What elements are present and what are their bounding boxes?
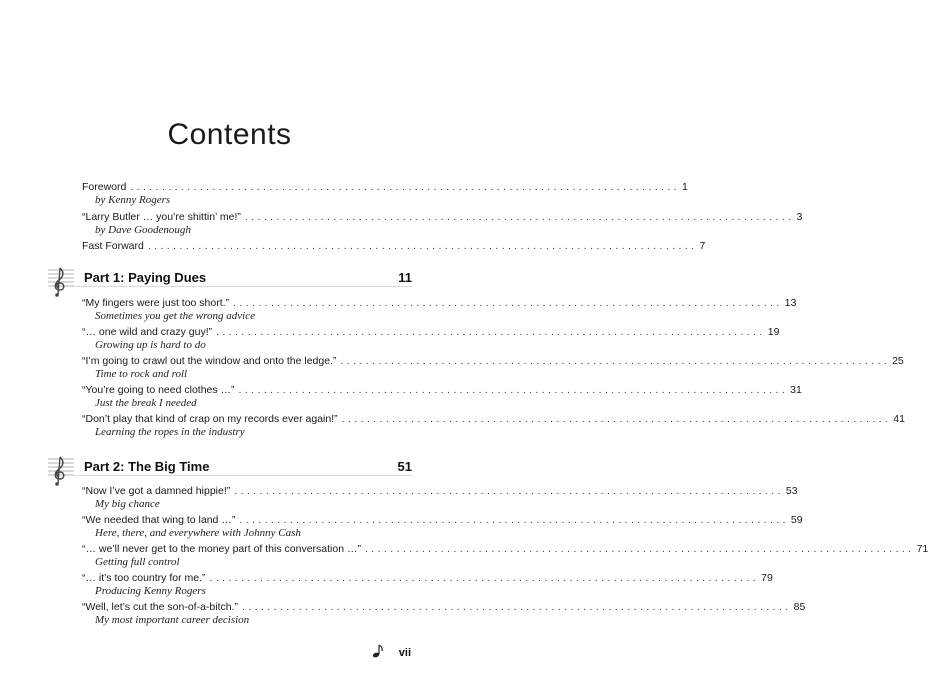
entry-page: 71 (916, 543, 928, 555)
entry-subtitle: Producing Kenny Rogers (95, 585, 206, 597)
toc-entry-chapter[interactable] (82, 413, 905, 439)
dot-leader: ....................................................................................... (244, 211, 795, 223)
page-number: vii (398, 647, 411, 659)
entry-subtitle: Just the break I needed (95, 397, 197, 409)
entry-page: 13 (784, 297, 797, 309)
entry-title: “… it’s too country for me.” (82, 572, 206, 584)
toc-entry-chapter[interactable] (82, 297, 797, 323)
treble-clef-icon (48, 455, 72, 487)
entry-page: 59 (790, 514, 803, 526)
toc-entry-larry-butler[interactable] (82, 211, 803, 237)
dot-leader: ....................................................................................... (233, 297, 783, 309)
entry-page: 1 (681, 181, 688, 193)
entry-title: Foreword (82, 181, 127, 193)
page-title: Contents (167, 118, 292, 151)
part-title: Part 2: The Big Time (84, 459, 210, 474)
entry-subtitle: Getting full control (95, 556, 180, 568)
part-header-2[interactable] (48, 455, 412, 483)
part-page: 11 (398, 270, 412, 285)
entry-subtitle: by Kenny Rogers (95, 194, 171, 206)
toc-entry-chapter[interactable] (82, 572, 773, 598)
dot-leader: ....................................................................................... (364, 543, 915, 555)
entry-subtitle: Sometimes you get the wrong advice (95, 310, 255, 322)
entry-subtitle: by Dave Goodenough (95, 224, 191, 236)
toc-entry-chapter[interactable] (82, 326, 780, 352)
toc-entry-chapter[interactable] (82, 355, 904, 381)
entry-subtitle: Learning the ropes in the industry (95, 426, 245, 438)
entry-page: 85 (793, 601, 806, 613)
toc-entry-chapter[interactable] (82, 384, 802, 410)
dot-leader: ....................................................................................... (234, 485, 784, 497)
dot-leader: ....................................................................................... (209, 572, 760, 584)
entry-title: “Well, let’s cut the son-of-a-bitch.” (82, 601, 239, 613)
entry-subtitle: My most important career decision (95, 614, 250, 626)
entry-title: “Larry Butler … you’re shittin’ me!” (82, 211, 241, 223)
part-title: Part 1: Paying Dues (84, 270, 207, 285)
entry-title: “My fingers were just too short.” (82, 297, 230, 309)
entry-page: 31 (790, 384, 802, 396)
dot-leader: ....................................................................................... (147, 240, 698, 252)
toc-entry-fast-forward[interactable] (82, 240, 706, 253)
entry-title: Fast Forward (82, 240, 144, 252)
entry-subtitle: Growing up is hard to do (95, 339, 206, 351)
dot-leader: ....................................................................................... (216, 326, 766, 338)
entry-page: 41 (893, 413, 905, 425)
entry-title: “Don’t play that kind of crap on my records ever again!” (82, 413, 338, 425)
entry-subtitle: Here, there, and everywhere with Johnny Cash (95, 527, 301, 539)
toc-entry-chapter[interactable] (82, 485, 798, 511)
entry-page: 25 (892, 355, 904, 367)
entry-page: 53 (785, 485, 798, 497)
toc-entry-chapter[interactable] (82, 601, 806, 627)
dot-leader: ....................................................................................... (340, 355, 891, 367)
dot-leader: ....................................................................................... (242, 601, 792, 613)
entry-title: “We needed that wing to land …” (82, 514, 236, 526)
entry-page: 79 (761, 572, 773, 584)
part-page: 51 (397, 459, 412, 474)
entry-title: “Now I’ve got a damned hippie!” (82, 485, 231, 497)
treble-clef-icon (48, 266, 72, 298)
toc-entry-foreword[interactable] (82, 181, 688, 207)
dot-leader: ....................................................................................... (238, 384, 789, 396)
entry-subtitle: My big chance (95, 498, 160, 510)
entry-page: 3 (796, 211, 803, 223)
toc-entry-chapter[interactable] (82, 543, 928, 569)
entry-page: 7 (699, 240, 706, 252)
entry-title: “… we’ll never get to the money part of this conversation …” (82, 543, 361, 555)
entry-title: “You’re going to need clothes …” (82, 384, 235, 396)
entry-page: 19 (767, 326, 780, 338)
dot-leader: ....................................................................................... (239, 514, 789, 526)
dot-leader: ....................................................................................... (130, 181, 680, 193)
toc-entry-chapter[interactable] (82, 514, 803, 540)
entry-title: “… one wild and crazy guy!” (82, 326, 213, 338)
music-note-icon (370, 643, 388, 659)
dot-leader: ....................................................................................... (341, 413, 892, 425)
entry-title: “I’m going to crawl out the window and onto the ledge.” (82, 355, 337, 367)
entry-subtitle: Time to rock and roll (95, 368, 188, 380)
part-header-1[interactable] (48, 266, 412, 294)
